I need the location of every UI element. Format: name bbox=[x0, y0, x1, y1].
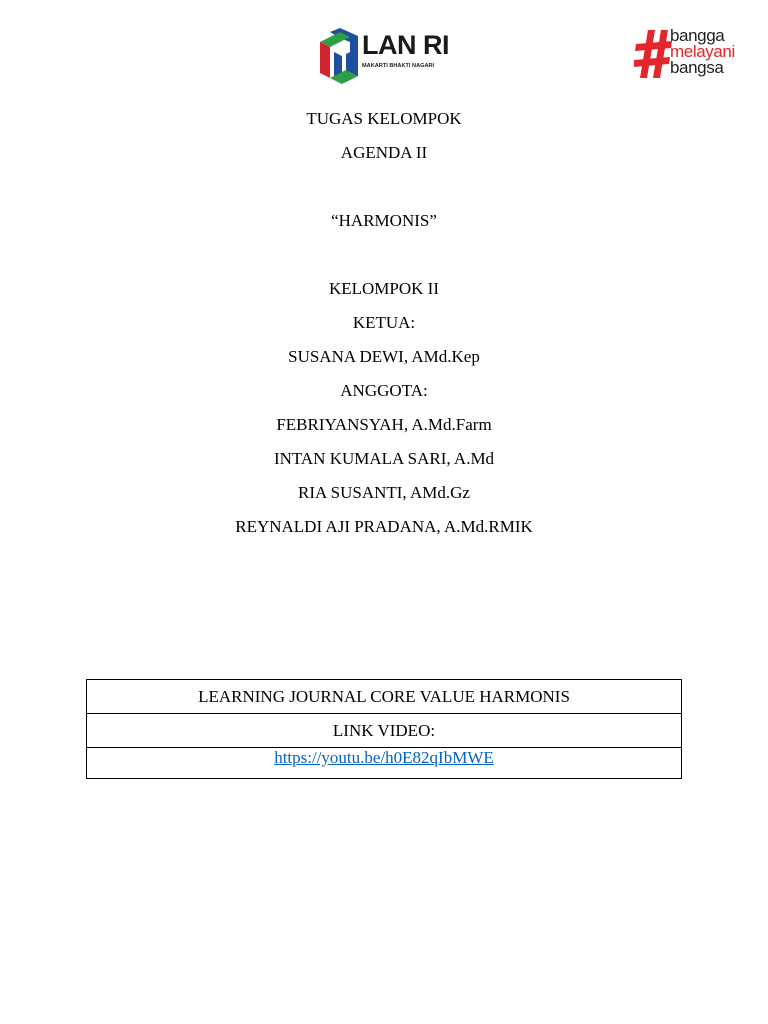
hashtag-icon bbox=[634, 28, 674, 80]
bangga-word-2: melayani bbox=[670, 42, 735, 61]
video-link[interactable]: https://youtu.be/h0E82qIbMWE bbox=[274, 748, 494, 767]
member-name: REYNALDI AJI PRADANA, A.Md.RMIK bbox=[235, 517, 533, 536]
leader-name: SUSANA DEWI, AMd.Kep bbox=[288, 347, 480, 366]
link-video-label: LINK VIDEO: bbox=[87, 714, 682, 748]
table-row bbox=[87, 680, 682, 714]
group-name: KELOMPOK II bbox=[328, 279, 440, 298]
member-name: RIA SUSANTI, AMd.Gz bbox=[298, 483, 470, 502]
spacer bbox=[0, 170, 768, 204]
lan-ri-tagline: MAKARTI BHAKTI NAGARI bbox=[362, 63, 435, 69]
member-name: INTAN KUMALA SARI, A.Md bbox=[273, 449, 495, 468]
bangga-word-1: bangga bbox=[670, 26, 725, 45]
table-row bbox=[87, 714, 682, 748]
lan-ri-logo bbox=[318, 28, 452, 84]
journal-heading: LEARNING JOURNAL CORE VALUE HARMONIS bbox=[87, 680, 682, 714]
member-name: FEBRIYANSYAH, A.Md.Farm bbox=[276, 415, 492, 434]
cover-text bbox=[0, 102, 768, 544]
spacer bbox=[0, 238, 768, 272]
bangga-wordmark bbox=[670, 28, 735, 76]
agenda-label: AGENDA II bbox=[340, 143, 428, 162]
document-title: TUGAS KELOMPOK bbox=[306, 109, 462, 128]
bangga-word-3: bangsa bbox=[670, 58, 724, 77]
members-label: ANGGOTA: bbox=[340, 381, 428, 400]
theme-title: “HARMONIS” bbox=[331, 211, 437, 230]
lan-ri-wordmark: LAN RI bbox=[362, 30, 449, 60]
journal-table bbox=[86, 679, 682, 779]
table-row bbox=[87, 748, 682, 779]
bangga-melayani-bangsa-logo bbox=[634, 26, 758, 82]
lan-ri-emblem-icon bbox=[318, 28, 362, 84]
leader-label: KETUA: bbox=[352, 313, 416, 332]
link-cell bbox=[87, 748, 682, 779]
